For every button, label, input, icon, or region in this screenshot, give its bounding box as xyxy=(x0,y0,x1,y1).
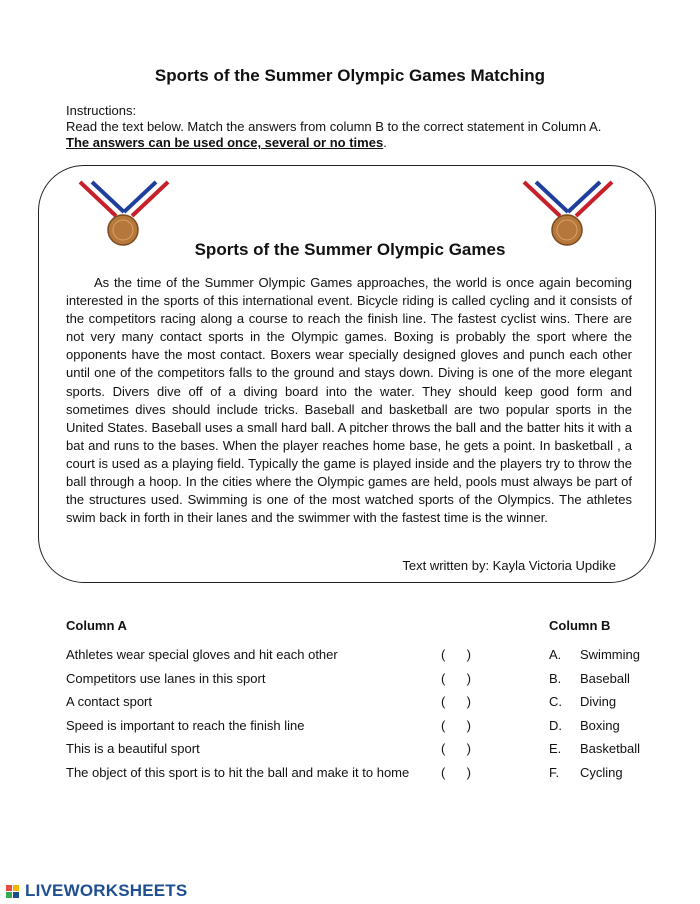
paren-open: ( xyxy=(441,717,446,733)
option-letter: C. xyxy=(549,694,562,709)
option-letter: E. xyxy=(549,741,562,756)
liveworksheets-logo-icon xyxy=(6,883,22,899)
option-letter: F. xyxy=(549,764,560,780)
paren-close: ) xyxy=(466,694,471,709)
statement: This is a beautiful sport xyxy=(66,741,200,756)
answer-blank[interactable] xyxy=(441,646,471,664)
option-answer: Basketball xyxy=(580,741,640,756)
instructions-emphasis-line xyxy=(66,135,666,151)
worksheet-title: Sports of the Summer Olympic Games Matching xyxy=(154,66,546,85)
statement: Speed is important to reach the finish line xyxy=(66,717,305,733)
matching-table xyxy=(66,646,666,787)
answer-blank[interactable] xyxy=(441,764,471,782)
story-body: As the time of the Summer Olympic Games approaches, the world is once again becoming interested in the sports of this international event. Bicycle riding is called cycling and it consists of the competitors racing along a course to reach the finish line. The fastest cyclist wins. There are not very many contact sports in the Olympic games. Boxing is probably the sport where the opponents have the most contact. Boxers wear specially designed gloves and punch each other until one of the competitors falls to the ground and stays down. Diving is one of the more elegant sports. Divers dive off of a diving board into the water. They should keep good form and sometimes dives should include tricks. Baseball and basketball are two popular sports in the United States. Baseball uses a small hard ball. A pitcher throws the ball and the batter hits it with a bat and runs to the bases. When the player reaches home base, he gets a point. In basketball , a court is used as a playing field. Typically the game is played inside and the players try to throw the ball through a hoop. In the cities where the Olympic games are held, pools must always be part of the structures used. Swimming is one of the most watched sports of the Olympics. The athletes swim back in forth in their lanes and the swimmer with the fastest time is the winner. xyxy=(66,275,632,526)
answer-blank[interactable] xyxy=(441,693,471,711)
instructions-text: Read the text below. Match the answers from column B to the correct statement in Column A. xyxy=(66,119,602,134)
paren-open: ( xyxy=(441,670,446,686)
statement: Athletes wear special gloves and hit each other xyxy=(66,647,338,662)
option-letter: B. xyxy=(549,670,562,686)
instructions-period: . xyxy=(383,135,387,150)
paren-close: ) xyxy=(466,741,471,756)
option-answer: Cycling xyxy=(580,764,623,780)
paren-open: ( xyxy=(441,741,446,756)
column-b-header: Column B xyxy=(549,618,611,633)
paren-open: ( xyxy=(441,694,446,709)
option-answer: Baseball xyxy=(580,670,630,686)
paren-open: ( xyxy=(441,647,446,662)
option-letter: D. xyxy=(549,717,562,733)
paren-close: ) xyxy=(466,717,471,733)
matching-row xyxy=(66,764,666,788)
answer-blank[interactable] xyxy=(441,670,471,688)
matching-row xyxy=(66,740,666,764)
footer-brand xyxy=(6,881,187,901)
paren-close: ) xyxy=(466,764,471,780)
instructions-label: Instructions: xyxy=(66,103,137,118)
brand-name: LIVEWORKSHEETS xyxy=(25,881,188,900)
paren-close: ) xyxy=(466,670,471,686)
paren-close: ) xyxy=(466,647,471,662)
story-credit: Text written by: Kayla Victoria Updike xyxy=(402,558,616,573)
option-answer: Boxing xyxy=(580,717,620,733)
matching-row xyxy=(66,717,666,741)
statement: Competitors use lanes in this sport xyxy=(66,670,266,686)
story-title: Sports of the Summer Olympic Games xyxy=(194,240,506,259)
column-a-header: Column A xyxy=(66,618,127,633)
statement: The object of this sport is to hit the ball and make it to home xyxy=(66,764,410,780)
answer-blank[interactable] xyxy=(441,717,471,735)
matching-row xyxy=(66,670,666,694)
matching-row xyxy=(66,693,666,717)
instructions xyxy=(66,103,666,151)
answer-blank[interactable] xyxy=(441,740,471,758)
matching-row xyxy=(66,646,666,670)
option-answer: Swimming xyxy=(580,647,640,662)
instructions-emphasis: The answers can be used once, several or no times xyxy=(66,135,384,150)
option-answer: Diving xyxy=(580,694,617,709)
option-letter: A. xyxy=(549,647,562,662)
statement: A contact sport xyxy=(66,694,152,709)
paren-open: ( xyxy=(441,764,446,780)
